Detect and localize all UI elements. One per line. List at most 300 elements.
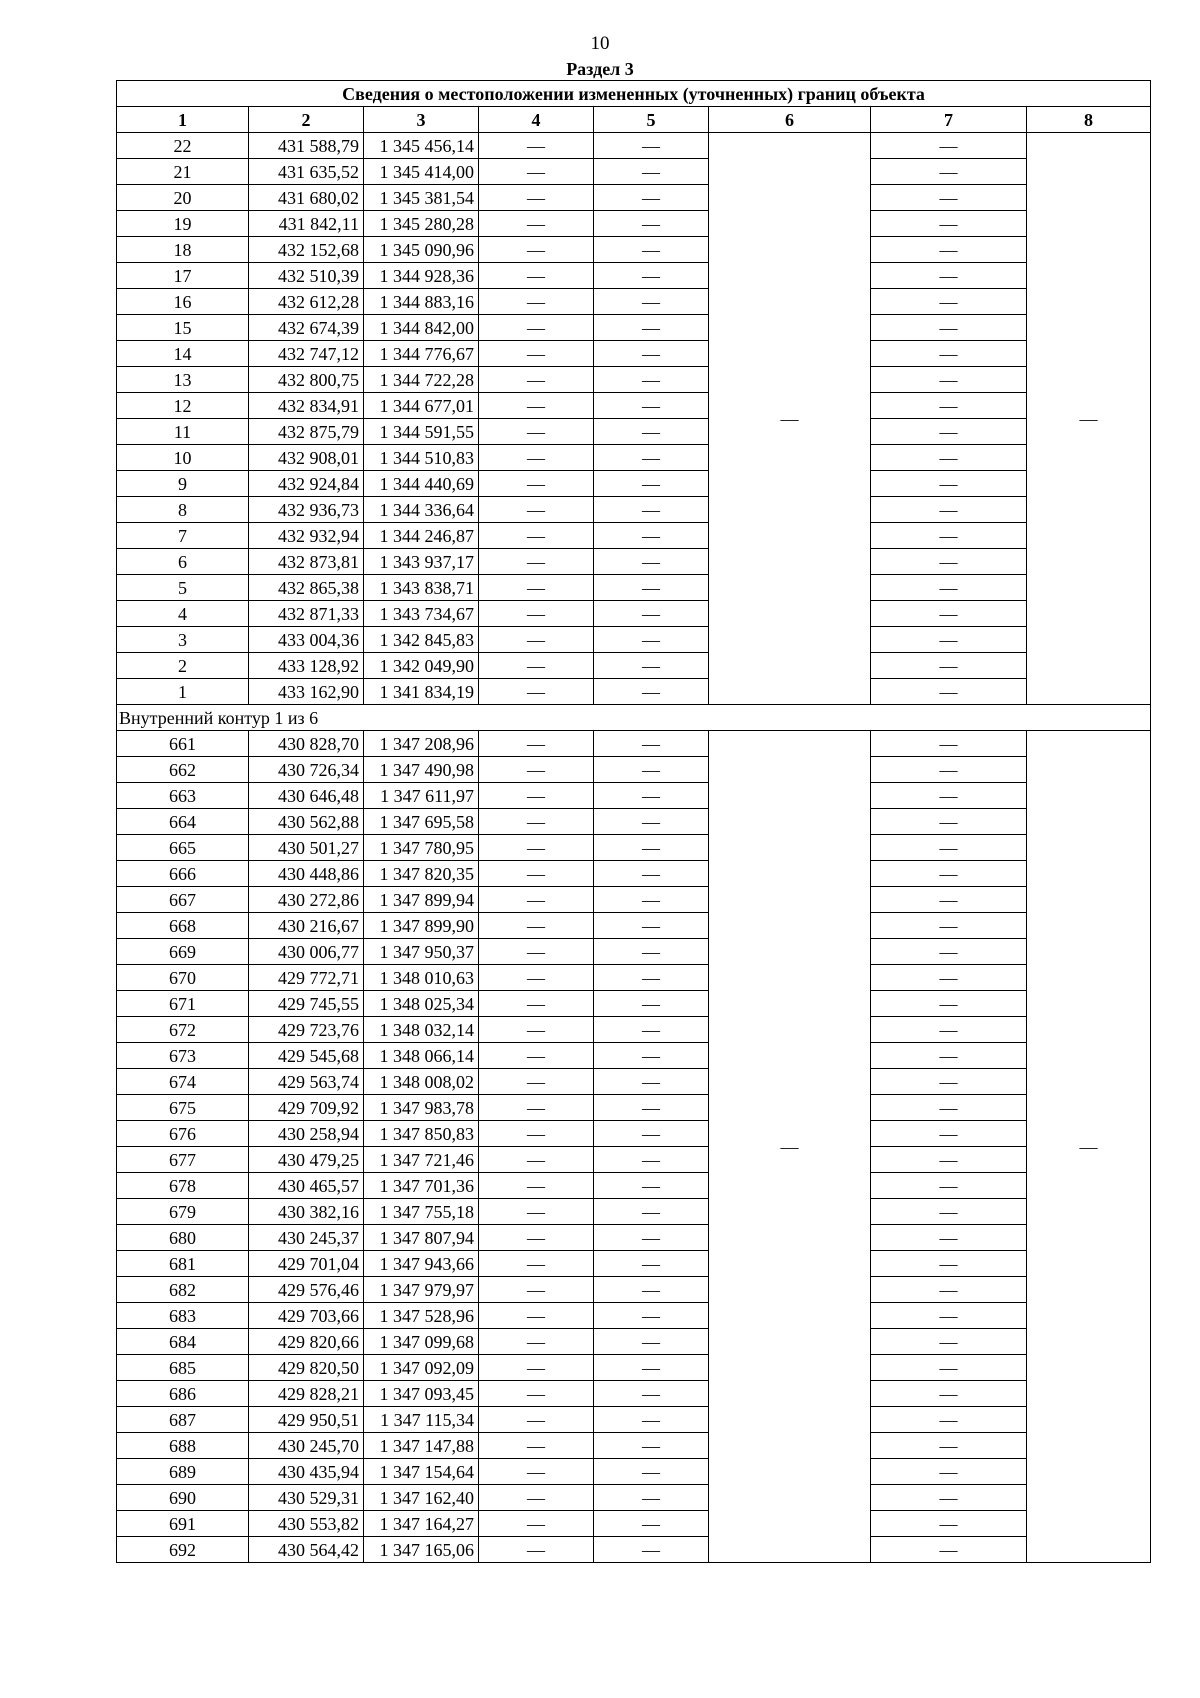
column-4-cell: — bbox=[479, 1251, 594, 1277]
y-coordinate-cell: 1 348 008,02 bbox=[364, 1069, 479, 1095]
column-7-cell: — bbox=[871, 627, 1027, 653]
column-7-cell: — bbox=[871, 965, 1027, 991]
x-coordinate-cell: 431 680,02 bbox=[249, 185, 364, 211]
column-7-cell: — bbox=[871, 263, 1027, 289]
page-number: 10 bbox=[590, 33, 610, 54]
y-coordinate-cell: 1 342 049,90 bbox=[364, 653, 479, 679]
contour-label: Внутренний контур 1 из 6 bbox=[117, 705, 1151, 731]
y-coordinate-cell: 1 345 381,54 bbox=[364, 185, 479, 211]
column-7-cell: — bbox=[871, 1433, 1027, 1459]
table-caption-row bbox=[117, 81, 1151, 107]
column-7-cell: — bbox=[871, 575, 1027, 601]
y-coordinate-cell: 1 344 246,87 bbox=[364, 523, 479, 549]
table-row bbox=[117, 1043, 1151, 1069]
table-row bbox=[117, 1121, 1151, 1147]
column-4-cell: — bbox=[479, 471, 594, 497]
column-7-cell: — bbox=[871, 1407, 1027, 1433]
column-number: 8 bbox=[1027, 107, 1151, 133]
column-5-cell: — bbox=[594, 315, 709, 341]
table-row bbox=[117, 133, 1151, 159]
point-number-cell: 10 bbox=[117, 445, 249, 471]
table-row bbox=[117, 913, 1151, 939]
column-4-cell: — bbox=[479, 575, 594, 601]
y-coordinate-cell: 1 348 010,63 bbox=[364, 965, 479, 991]
column-5-cell: — bbox=[594, 679, 709, 705]
point-number-cell: 673 bbox=[117, 1043, 249, 1069]
table-row bbox=[117, 757, 1151, 783]
column-7-cell: — bbox=[871, 991, 1027, 1017]
x-coordinate-cell: 429 723,76 bbox=[249, 1017, 364, 1043]
table-row bbox=[117, 1251, 1151, 1277]
point-number-cell: 662 bbox=[117, 757, 249, 783]
column-5-cell: — bbox=[594, 627, 709, 653]
point-number-cell: 661 bbox=[117, 731, 249, 757]
column-4-cell: — bbox=[479, 497, 594, 523]
column-7-cell: — bbox=[871, 1147, 1027, 1173]
point-number-cell: 4 bbox=[117, 601, 249, 627]
point-number-cell: 18 bbox=[117, 237, 249, 263]
y-coordinate-cell: 1 344 677,01 bbox=[364, 393, 479, 419]
column-4-cell: — bbox=[479, 1433, 594, 1459]
point-number-cell: 684 bbox=[117, 1329, 249, 1355]
column-7-cell: — bbox=[871, 497, 1027, 523]
y-coordinate-cell: 1 347 164,27 bbox=[364, 1511, 479, 1537]
x-coordinate-cell: 430 006,77 bbox=[249, 939, 364, 965]
column-4-cell: — bbox=[479, 1147, 594, 1173]
column-5-cell: — bbox=[594, 341, 709, 367]
y-coordinate-cell: 1 347 979,97 bbox=[364, 1277, 479, 1303]
y-coordinate-cell: 1 347 721,46 bbox=[364, 1147, 479, 1173]
column-5-cell: — bbox=[594, 1225, 709, 1251]
point-number-cell: 2 bbox=[117, 653, 249, 679]
table-row bbox=[117, 1225, 1151, 1251]
x-coordinate-cell: 430 465,57 bbox=[249, 1173, 364, 1199]
y-coordinate-cell: 1 345 414,00 bbox=[364, 159, 479, 185]
x-coordinate-cell: 430 828,70 bbox=[249, 731, 364, 757]
y-coordinate-cell: 1 344 591,55 bbox=[364, 419, 479, 445]
column-7-cell: — bbox=[871, 549, 1027, 575]
column-4-cell: — bbox=[479, 1173, 594, 1199]
column-7-cell: — bbox=[871, 809, 1027, 835]
column-4-cell: — bbox=[479, 835, 594, 861]
y-coordinate-cell: 1 347 701,36 bbox=[364, 1173, 479, 1199]
x-coordinate-cell: 432 865,38 bbox=[249, 575, 364, 601]
table-row bbox=[117, 601, 1151, 627]
column-4-cell: — bbox=[479, 211, 594, 237]
column-7-cell: — bbox=[871, 1225, 1027, 1251]
table-row bbox=[117, 1017, 1151, 1043]
y-coordinate-cell: 1 347 528,96 bbox=[364, 1303, 479, 1329]
table-row bbox=[117, 861, 1151, 887]
y-coordinate-cell: 1 347 099,68 bbox=[364, 1329, 479, 1355]
table-row bbox=[117, 315, 1151, 341]
y-coordinate-cell: 1 348 032,14 bbox=[364, 1017, 479, 1043]
column-5-cell: — bbox=[594, 237, 709, 263]
point-number-cell: 667 bbox=[117, 887, 249, 913]
y-coordinate-cell: 1 344 776,67 bbox=[364, 341, 479, 367]
point-number-cell: 670 bbox=[117, 965, 249, 991]
table-row bbox=[117, 783, 1151, 809]
column-4-cell: — bbox=[479, 1355, 594, 1381]
column-4-cell: — bbox=[479, 1225, 594, 1251]
column-7-cell: — bbox=[871, 1069, 1027, 1095]
y-coordinate-cell: 1 344 336,64 bbox=[364, 497, 479, 523]
table-row bbox=[117, 341, 1151, 367]
column-7-cell: — bbox=[871, 1095, 1027, 1121]
column-5-cell: — bbox=[594, 263, 709, 289]
y-coordinate-cell: 1 344 722,28 bbox=[364, 367, 479, 393]
x-coordinate-cell: 433 004,36 bbox=[249, 627, 364, 653]
table-row bbox=[117, 1069, 1151, 1095]
point-number-cell: 19 bbox=[117, 211, 249, 237]
y-coordinate-cell: 1 347 490,98 bbox=[364, 757, 479, 783]
y-coordinate-cell: 1 345 456,14 bbox=[364, 133, 479, 159]
column-7-cell: — bbox=[871, 367, 1027, 393]
y-coordinate-cell: 1 347 093,45 bbox=[364, 1381, 479, 1407]
column-4-cell: — bbox=[479, 991, 594, 1017]
point-number-cell: 5 bbox=[117, 575, 249, 601]
point-number-cell: 20 bbox=[117, 185, 249, 211]
y-coordinate-cell: 1 347 162,40 bbox=[364, 1485, 479, 1511]
column-8-merged-cell: — bbox=[1027, 133, 1151, 705]
column-5-cell: — bbox=[594, 1381, 709, 1407]
point-number-cell: 668 bbox=[117, 913, 249, 939]
y-coordinate-cell: 1 347 092,09 bbox=[364, 1355, 479, 1381]
column-number: 2 bbox=[249, 107, 364, 133]
point-number-cell: 15 bbox=[117, 315, 249, 341]
point-number-cell: 1 bbox=[117, 679, 249, 705]
y-coordinate-cell: 1 347 611,97 bbox=[364, 783, 479, 809]
column-6-merged-cell: — bbox=[709, 133, 871, 705]
y-coordinate-cell: 1 347 147,88 bbox=[364, 1433, 479, 1459]
x-coordinate-cell: 432 936,73 bbox=[249, 497, 364, 523]
y-coordinate-cell: 1 348 066,14 bbox=[364, 1043, 479, 1069]
point-number-cell: 664 bbox=[117, 809, 249, 835]
x-coordinate-cell: 432 674,39 bbox=[249, 315, 364, 341]
x-coordinate-cell: 430 562,88 bbox=[249, 809, 364, 835]
y-coordinate-cell: 1 347 943,66 bbox=[364, 1251, 479, 1277]
point-number-cell: 690 bbox=[117, 1485, 249, 1511]
column-4-cell: — bbox=[479, 913, 594, 939]
table-row bbox=[117, 1199, 1151, 1225]
column-5-cell: — bbox=[594, 1355, 709, 1381]
table-row bbox=[117, 263, 1151, 289]
x-coordinate-cell: 429 709,92 bbox=[249, 1095, 364, 1121]
table-caption: Сведения о местоположении измененных (уточненных) границ объекта bbox=[117, 81, 1151, 107]
column-7-cell: — bbox=[871, 1459, 1027, 1485]
column-7-cell: — bbox=[871, 185, 1027, 211]
x-coordinate-cell: 430 479,25 bbox=[249, 1147, 364, 1173]
column-5-cell: — bbox=[594, 939, 709, 965]
y-coordinate-cell: 1 347 695,58 bbox=[364, 809, 479, 835]
point-number-cell: 682 bbox=[117, 1277, 249, 1303]
column-4-cell: — bbox=[479, 1069, 594, 1095]
table-row bbox=[117, 627, 1151, 653]
x-coordinate-cell: 432 871,33 bbox=[249, 601, 364, 627]
column-4-cell: — bbox=[479, 1303, 594, 1329]
point-number-cell: 686 bbox=[117, 1381, 249, 1407]
column-7-cell: — bbox=[871, 1199, 1027, 1225]
column-4-cell: — bbox=[479, 1121, 594, 1147]
table-row bbox=[117, 887, 1151, 913]
column-5-cell: — bbox=[594, 367, 709, 393]
boundary-coordinates-table bbox=[116, 80, 1151, 1563]
y-coordinate-cell: 1 344 842,00 bbox=[364, 315, 479, 341]
column-4-cell: — bbox=[479, 1199, 594, 1225]
column-4-cell: — bbox=[479, 1329, 594, 1355]
table-row bbox=[117, 1277, 1151, 1303]
x-coordinate-cell: 432 747,12 bbox=[249, 341, 364, 367]
column-number: 7 bbox=[871, 107, 1027, 133]
y-coordinate-cell: 1 347 165,06 bbox=[364, 1537, 479, 1563]
column-5-cell: — bbox=[594, 783, 709, 809]
y-coordinate-cell: 1 341 834,19 bbox=[364, 679, 479, 705]
column-4-cell: — bbox=[479, 653, 594, 679]
column-5-cell: — bbox=[594, 1199, 709, 1225]
y-coordinate-cell: 1 342 845,83 bbox=[364, 627, 479, 653]
column-5-cell: — bbox=[594, 913, 709, 939]
column-5-cell: — bbox=[594, 471, 709, 497]
column-7-cell: — bbox=[871, 783, 1027, 809]
x-coordinate-cell: 429 828,21 bbox=[249, 1381, 364, 1407]
column-4-cell: — bbox=[479, 965, 594, 991]
column-4-cell: — bbox=[479, 1537, 594, 1563]
column-4-cell: — bbox=[479, 185, 594, 211]
column-7-cell: — bbox=[871, 211, 1027, 237]
column-5-cell: — bbox=[594, 1459, 709, 1485]
x-coordinate-cell: 430 646,48 bbox=[249, 783, 364, 809]
column-5-cell: — bbox=[594, 1511, 709, 1537]
column-7-cell: — bbox=[871, 523, 1027, 549]
column-7-cell: — bbox=[871, 861, 1027, 887]
column-7-cell: — bbox=[871, 1381, 1027, 1407]
x-coordinate-cell: 429 703,66 bbox=[249, 1303, 364, 1329]
column-5-cell: — bbox=[594, 1277, 709, 1303]
table-row bbox=[117, 965, 1151, 991]
x-coordinate-cell: 432 800,75 bbox=[249, 367, 364, 393]
point-number-cell: 3 bbox=[117, 627, 249, 653]
column-5-cell: — bbox=[594, 1173, 709, 1199]
table-row bbox=[117, 471, 1151, 497]
point-number-cell: 9 bbox=[117, 471, 249, 497]
table-row bbox=[117, 497, 1151, 523]
x-coordinate-cell: 430 216,67 bbox=[249, 913, 364, 939]
table-row bbox=[117, 1355, 1151, 1381]
x-coordinate-cell: 432 875,79 bbox=[249, 419, 364, 445]
y-coordinate-cell: 1 344 510,83 bbox=[364, 445, 479, 471]
table-row bbox=[117, 1147, 1151, 1173]
point-number-cell: 692 bbox=[117, 1537, 249, 1563]
x-coordinate-cell: 432 908,01 bbox=[249, 445, 364, 471]
x-coordinate-cell: 432 612,28 bbox=[249, 289, 364, 315]
point-number-cell: 688 bbox=[117, 1433, 249, 1459]
column-number-row bbox=[117, 107, 1151, 133]
x-coordinate-cell: 430 529,31 bbox=[249, 1485, 364, 1511]
point-number-cell: 669 bbox=[117, 939, 249, 965]
column-7-cell: — bbox=[871, 601, 1027, 627]
column-4-cell: — bbox=[479, 1407, 594, 1433]
column-5-cell: — bbox=[594, 731, 709, 757]
y-coordinate-cell: 1 347 983,78 bbox=[364, 1095, 479, 1121]
y-coordinate-cell: 1 344 883,16 bbox=[364, 289, 479, 315]
contour-label-row bbox=[117, 705, 1151, 731]
x-coordinate-cell: 432 932,94 bbox=[249, 523, 364, 549]
table-row bbox=[117, 679, 1151, 705]
x-coordinate-cell: 430 726,34 bbox=[249, 757, 364, 783]
column-5-cell: — bbox=[594, 653, 709, 679]
column-4-cell: — bbox=[479, 445, 594, 471]
column-5-cell: — bbox=[594, 887, 709, 913]
column-7-cell: — bbox=[871, 1121, 1027, 1147]
column-5-cell: — bbox=[594, 1043, 709, 1069]
column-7-cell: — bbox=[871, 1303, 1027, 1329]
column-5-cell: — bbox=[594, 809, 709, 835]
x-coordinate-cell: 432 834,91 bbox=[249, 393, 364, 419]
point-number-cell: 17 bbox=[117, 263, 249, 289]
column-4-cell: — bbox=[479, 939, 594, 965]
table-row bbox=[117, 1511, 1151, 1537]
table-row bbox=[117, 445, 1151, 471]
column-5-cell: — bbox=[594, 835, 709, 861]
column-4-cell: — bbox=[479, 523, 594, 549]
point-number-cell: 665 bbox=[117, 835, 249, 861]
point-number-cell: 685 bbox=[117, 1355, 249, 1381]
column-8-merged-cell: — bbox=[1027, 731, 1151, 1563]
point-number-cell: 663 bbox=[117, 783, 249, 809]
column-5-cell: — bbox=[594, 133, 709, 159]
table-row bbox=[117, 1173, 1151, 1199]
column-7-cell: — bbox=[871, 471, 1027, 497]
x-coordinate-cell: 429 563,74 bbox=[249, 1069, 364, 1095]
column-number: 6 bbox=[709, 107, 871, 133]
table-row bbox=[117, 393, 1151, 419]
column-7-cell: — bbox=[871, 1329, 1027, 1355]
column-5-cell: — bbox=[594, 1433, 709, 1459]
column-number: 5 bbox=[594, 107, 709, 133]
y-coordinate-cell: 1 345 090,96 bbox=[364, 237, 479, 263]
column-7-cell: — bbox=[871, 1251, 1027, 1277]
column-5-cell: — bbox=[594, 965, 709, 991]
y-coordinate-cell: 1 345 280,28 bbox=[364, 211, 479, 237]
column-4-cell: — bbox=[479, 1043, 594, 1069]
column-5-cell: — bbox=[594, 419, 709, 445]
x-coordinate-cell: 430 501,27 bbox=[249, 835, 364, 861]
column-5-cell: — bbox=[594, 289, 709, 315]
y-coordinate-cell: 1 347 755,18 bbox=[364, 1199, 479, 1225]
point-number-cell: 674 bbox=[117, 1069, 249, 1095]
table-row bbox=[117, 1329, 1151, 1355]
y-coordinate-cell: 1 348 025,34 bbox=[364, 991, 479, 1017]
y-coordinate-cell: 1 347 850,83 bbox=[364, 1121, 479, 1147]
column-5-cell: — bbox=[594, 1303, 709, 1329]
column-4-cell: — bbox=[479, 1095, 594, 1121]
column-7-cell: — bbox=[871, 1355, 1027, 1381]
column-5-cell: — bbox=[594, 445, 709, 471]
column-5-cell: — bbox=[594, 1017, 709, 1043]
column-5-cell: — bbox=[594, 497, 709, 523]
x-coordinate-cell: 431 588,79 bbox=[249, 133, 364, 159]
y-coordinate-cell: 1 347 115,34 bbox=[364, 1407, 479, 1433]
column-7-cell: — bbox=[871, 159, 1027, 185]
column-7-cell: — bbox=[871, 1173, 1027, 1199]
x-coordinate-cell: 432 924,84 bbox=[249, 471, 364, 497]
table-row bbox=[117, 419, 1151, 445]
column-4-cell: — bbox=[479, 341, 594, 367]
column-4-cell: — bbox=[479, 1459, 594, 1485]
x-coordinate-cell: 430 258,94 bbox=[249, 1121, 364, 1147]
table-row bbox=[117, 523, 1151, 549]
table-row bbox=[117, 809, 1151, 835]
x-coordinate-cell: 429 545,68 bbox=[249, 1043, 364, 1069]
column-7-cell: — bbox=[871, 887, 1027, 913]
y-coordinate-cell: 1 347 950,37 bbox=[364, 939, 479, 965]
column-4-cell: — bbox=[479, 757, 594, 783]
point-number-cell: 677 bbox=[117, 1147, 249, 1173]
column-5-cell: — bbox=[594, 1095, 709, 1121]
y-coordinate-cell: 1 347 780,95 bbox=[364, 835, 479, 861]
point-number-cell: 11 bbox=[117, 419, 249, 445]
y-coordinate-cell: 1 343 937,17 bbox=[364, 549, 479, 575]
column-4-cell: — bbox=[479, 1511, 594, 1537]
x-coordinate-cell: 429 820,66 bbox=[249, 1329, 364, 1355]
point-number-cell: 13 bbox=[117, 367, 249, 393]
column-4-cell: — bbox=[479, 1381, 594, 1407]
column-4-cell: — bbox=[479, 237, 594, 263]
column-4-cell: — bbox=[479, 419, 594, 445]
column-5-cell: — bbox=[594, 1069, 709, 1095]
column-4-cell: — bbox=[479, 159, 594, 185]
column-7-cell: — bbox=[871, 393, 1027, 419]
column-5-cell: — bbox=[594, 601, 709, 627]
point-number-cell: 14 bbox=[117, 341, 249, 367]
point-number-cell: 679 bbox=[117, 1199, 249, 1225]
point-number-cell: 8 bbox=[117, 497, 249, 523]
point-number-cell: 12 bbox=[117, 393, 249, 419]
y-coordinate-cell: 1 347 899,94 bbox=[364, 887, 479, 913]
column-4-cell: — bbox=[479, 679, 594, 705]
table-row bbox=[117, 367, 1151, 393]
column-4-cell: — bbox=[479, 289, 594, 315]
column-7-cell: — bbox=[871, 419, 1027, 445]
x-coordinate-cell: 429 576,46 bbox=[249, 1277, 364, 1303]
column-5-cell: — bbox=[594, 1147, 709, 1173]
column-4-cell: — bbox=[479, 731, 594, 757]
column-7-cell: — bbox=[871, 653, 1027, 679]
column-5-cell: — bbox=[594, 1251, 709, 1277]
column-5-cell: — bbox=[594, 211, 709, 237]
column-5-cell: — bbox=[594, 1485, 709, 1511]
x-coordinate-cell: 429 820,50 bbox=[249, 1355, 364, 1381]
x-coordinate-cell: 430 382,16 bbox=[249, 1199, 364, 1225]
table-row bbox=[117, 1407, 1151, 1433]
column-4-cell: — bbox=[479, 133, 594, 159]
column-7-cell: — bbox=[871, 1537, 1027, 1563]
column-5-cell: — bbox=[594, 523, 709, 549]
point-number-cell: 681 bbox=[117, 1251, 249, 1277]
point-number-cell: 687 bbox=[117, 1407, 249, 1433]
x-coordinate-cell: 432 152,68 bbox=[249, 237, 364, 263]
column-number: 1 bbox=[117, 107, 249, 133]
table-row bbox=[117, 731, 1151, 757]
column-7-cell: — bbox=[871, 341, 1027, 367]
column-7-cell: — bbox=[871, 1043, 1027, 1069]
column-4-cell: — bbox=[479, 861, 594, 887]
x-coordinate-cell: 430 245,37 bbox=[249, 1225, 364, 1251]
point-number-cell: 666 bbox=[117, 861, 249, 887]
column-7-cell: — bbox=[871, 939, 1027, 965]
column-4-cell: — bbox=[479, 887, 594, 913]
x-coordinate-cell: 430 448,86 bbox=[249, 861, 364, 887]
